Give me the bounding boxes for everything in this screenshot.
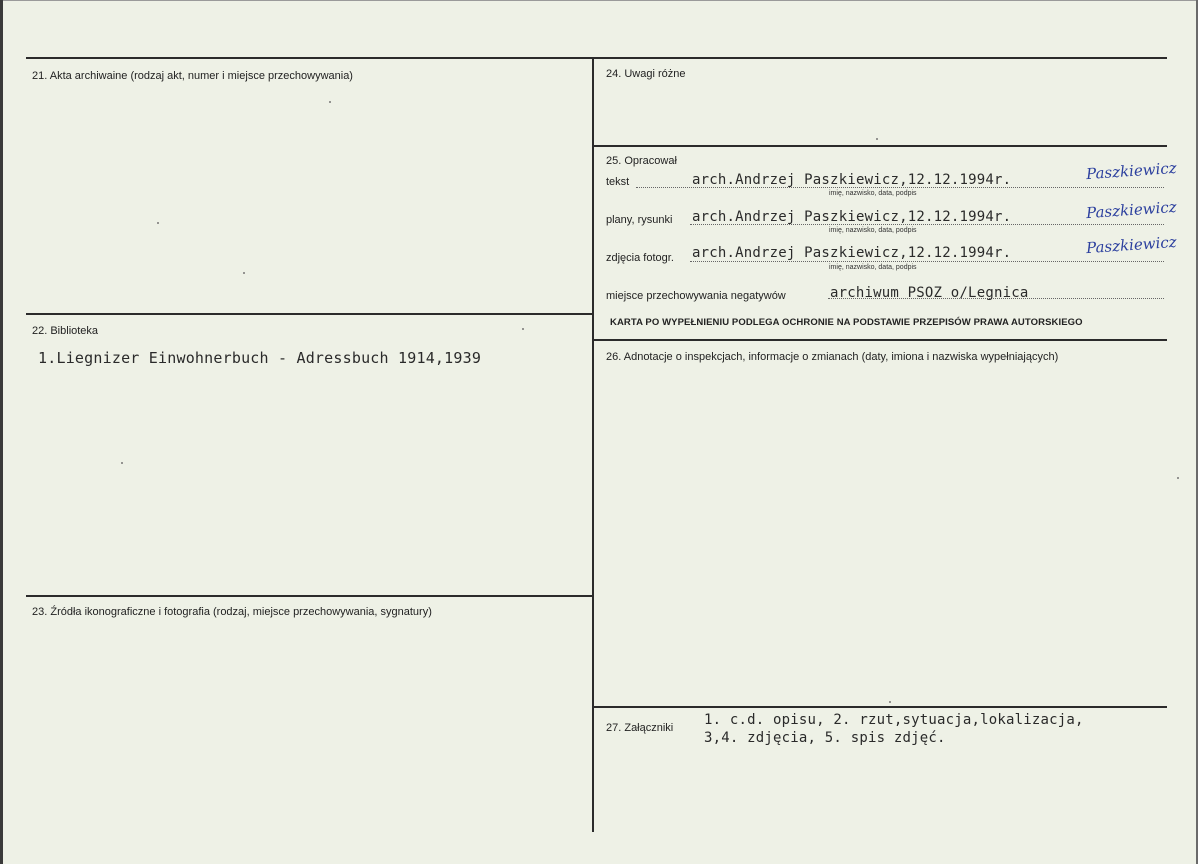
section-21-label: 21. Akta archiwaine (rodzaj akt, numer i miejsce przechowywania) bbox=[32, 70, 353, 82]
negatives-value: archiwum PSOZ o/Legnica bbox=[830, 285, 1029, 301]
field-label: plany, rysunki bbox=[606, 214, 673, 226]
scan-speck bbox=[1177, 477, 1179, 479]
signature-mark: Paszkiewicz bbox=[1085, 232, 1178, 258]
author-value: arch.Andrzej Paszkiewicz,12.12.1994r. bbox=[692, 245, 1012, 261]
library-entry: 1.Liegnizer Einwohnerbuch - Adressbuch 1914,1939 bbox=[38, 349, 482, 367]
attachments-line-2: 3,4. zdjęcia, 5. spis zdjęć. bbox=[704, 730, 946, 746]
author-value: arch.Andrzej Paszkiewicz,12.12.1994r. bbox=[692, 209, 1012, 225]
negatives-label: miejsce przechowywania negatywów bbox=[606, 290, 786, 302]
scan-speck bbox=[329, 101, 331, 103]
rule-center bbox=[592, 57, 594, 832]
rule-24-25 bbox=[593, 145, 1167, 147]
rule-21-22 bbox=[26, 313, 593, 315]
scan-speck bbox=[876, 138, 878, 140]
field-hint: imię, nazwisko, data, podpis bbox=[829, 227, 917, 234]
scan-edge-left bbox=[0, 0, 3, 864]
signature-mark: Paszkiewicz bbox=[1085, 197, 1178, 223]
section-25-label: 25. Opracował bbox=[606, 155, 677, 167]
dotted-line bbox=[690, 261, 1164, 262]
attachments-line-1: 1. c.d. opisu, 2. rzut,sytuacja,lokalizacja, bbox=[704, 712, 1084, 728]
copyright-note: KARTA PO WYPEŁNIENIU PODLEGA OCHRONIE NA PODSTAWIE PRZEPISÓW PRAWA AUTORSKIEGO bbox=[610, 317, 1083, 328]
section-24-label: 24. Uwagi różne bbox=[606, 68, 686, 80]
field-hint: imię, nazwisko, data, podpis bbox=[829, 264, 917, 271]
scan-edge-top bbox=[0, 0, 1198, 1]
scan-speck bbox=[889, 701, 891, 703]
scan-speck bbox=[243, 272, 245, 274]
section-26-label: 26. Adnotacje o inspekcjach, informacje o zmianach (daty, imiona i nazwiska wypełniających) bbox=[606, 351, 1059, 363]
signature-mark: Paszkiewicz bbox=[1085, 158, 1178, 184]
field-label: tekst bbox=[606, 176, 630, 188]
field-label: zdjęcia fotogr. bbox=[606, 252, 674, 264]
rule-25-26 bbox=[593, 339, 1167, 341]
author-value: arch.Andrzej Paszkiewicz,12.12.1994r. bbox=[692, 172, 1012, 188]
rule-top bbox=[26, 57, 1167, 59]
scan-speck bbox=[522, 328, 524, 330]
scan-speck bbox=[121, 462, 123, 464]
scan-speck bbox=[157, 222, 159, 224]
section-27-label: 27. Załączniki bbox=[606, 722, 674, 734]
section-23-label: 23. Źródła ikonograficzne i fotografia (rodzaj, miejsce przechowywania, sygnatury) bbox=[32, 606, 432, 618]
section-22-label: 22. Biblioteka bbox=[32, 325, 99, 337]
field-hint: imię, nazwisko, data, podpis bbox=[829, 190, 917, 197]
rule-26-27 bbox=[593, 706, 1167, 708]
rule-22-23 bbox=[26, 595, 593, 597]
